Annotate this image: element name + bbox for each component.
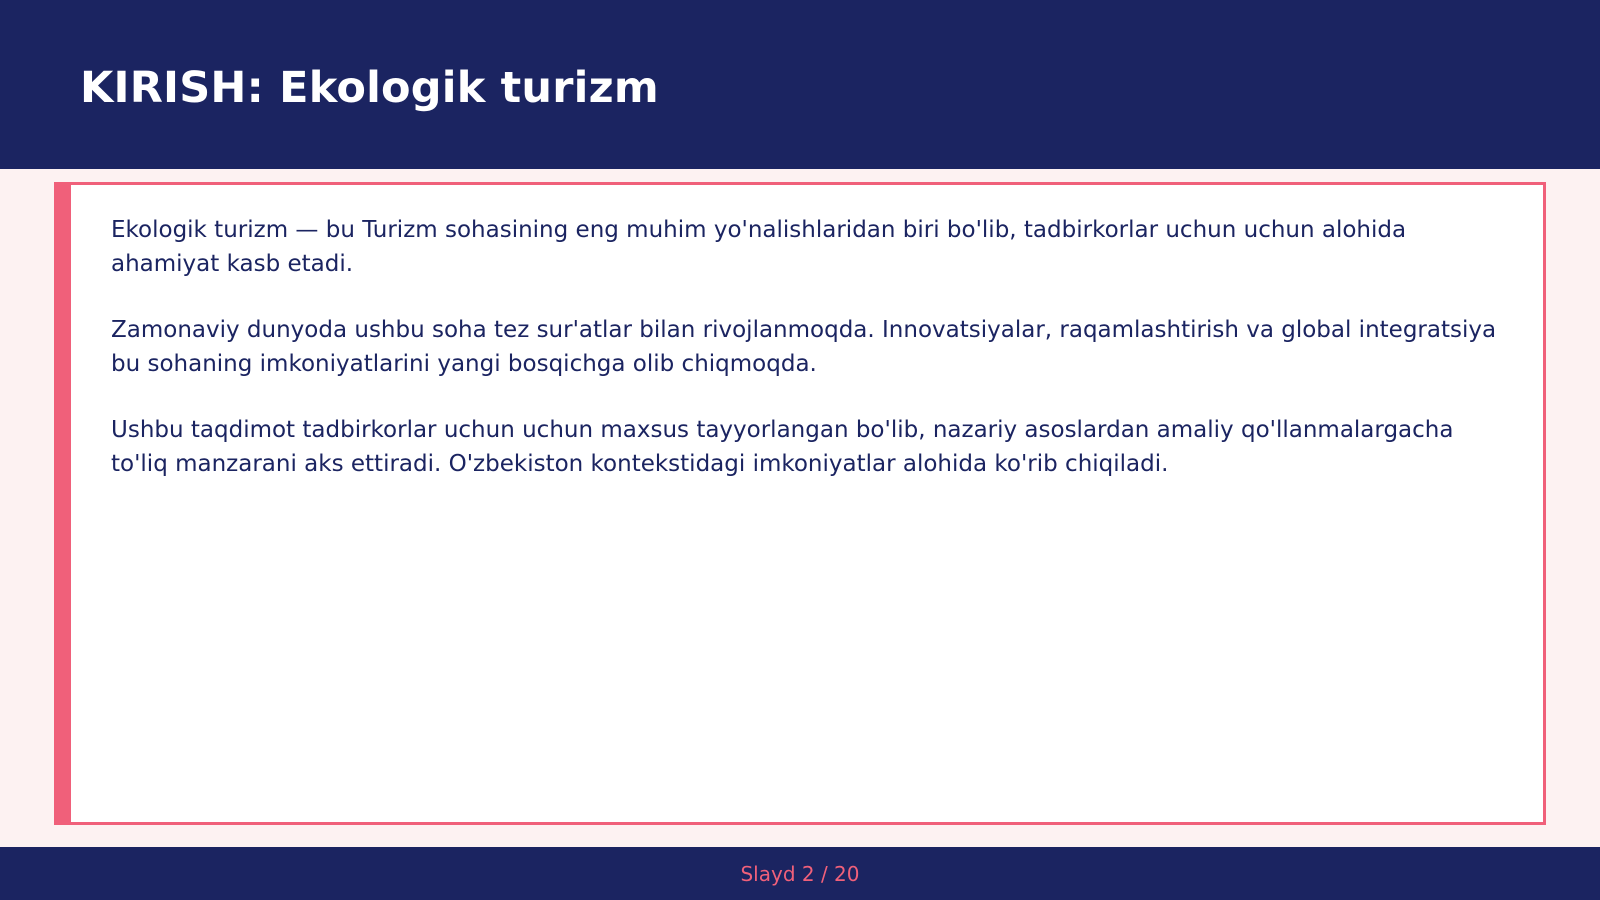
content-card [54,182,1546,825]
intro-paragraph: Ekologik turizm — bu Turizm sohasining eng muhim yo'nalishlaridan biri bo'lib, tadbirkorlar uchun uchun alohida ahamiyat kasb etadi. [111,217,1407,277]
content-text [111,213,1511,513]
presentation-paragraph: Ushbu taqdimot tadbirkorlar uchun uchun maxsus tayyorlangan bo'lib, nazariy asoslardan amaliy qo'llanmalargacha to'liq manzarani aks ettiradi. O'zbekiston kontekstidagi imkoniyatlar alohida ko'rib chiqiladi. [111,417,1454,477]
slide-title: KIRISH: Ekologik turizm [80,63,659,113]
slide-footer [0,847,1600,900]
slide-counter: Slayd 2 / 20 [740,862,860,886]
development-paragraph: Zamonaviy dunyoda ushbu soha tez sur'atlar bilan rivojlanmoqda. Innovatsiyalar, raqamlashtirish va global integratsiya bu sohaning imkoniyatlarini yangi bosqichga olib chiqmoqda. [111,317,1497,377]
slide-header [0,0,1600,169]
